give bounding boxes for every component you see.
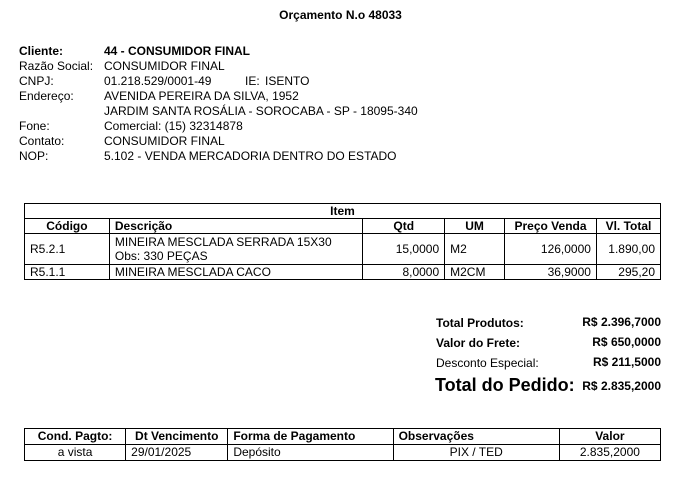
nop-label: NOP: (19, 149, 49, 163)
cell-codigo: R5.1.1 (25, 265, 110, 280)
header-valor: Valor (559, 429, 660, 445)
table-row (25, 265, 661, 280)
total-pedido-label: Total do Pedido: (435, 375, 575, 395)
header-um: UM (445, 219, 505, 234)
header-dt-vencimento: Dt Vencimento (126, 429, 228, 445)
desconto-label: Desconto Especial: (436, 356, 539, 370)
cell-total: 295,20 (596, 265, 660, 280)
header-observacoes: Observações (393, 429, 559, 445)
payment-header-row (25, 429, 661, 445)
header-descricao: Descrição (109, 219, 362, 234)
cnpj-value: 01.218.529/0001-49 (104, 74, 212, 88)
contato-value: CONSUMIDOR FINAL (104, 134, 225, 148)
header-qtd: Qtd (363, 219, 445, 234)
cell-um: M2CM (445, 265, 505, 280)
ie-label: IE: (245, 74, 260, 88)
cell-qtd: 15,0000 (363, 234, 445, 265)
fone-label: Fone: (19, 119, 50, 133)
header-preco: Preço Venda (505, 219, 597, 234)
header-forma-pagamento: Forma de Pagamento (228, 429, 393, 445)
document-title: Orçamento N.o 48033 (279, 8, 402, 22)
cell-observacoes: PIX / TED (393, 445, 559, 461)
total-pedido-value: R$ 2.835,2000 (582, 379, 661, 393)
cell-dt-vencimento: 29/01/2025 (126, 445, 228, 461)
total-produtos-value: R$ 2.396,7000 (582, 315, 661, 329)
table-row (25, 445, 661, 461)
endereco-line1: AVENIDA PEREIRA DA SILVA, 1952 (104, 89, 299, 103)
fone-value: Comercial: (15) 32314878 (104, 119, 243, 133)
cell-cond-pagto: a vista (25, 445, 126, 461)
item-obs: Obs: 330 PEÇAS (114, 249, 208, 263)
cell-codigo: R5.2.1 (25, 234, 110, 265)
endereco-label: Endereço: (19, 89, 74, 103)
cell-preco: 126,0000 (505, 234, 597, 265)
total-produtos-label: Total Produtos: (436, 316, 524, 330)
contato-label: Contato: (19, 134, 65, 148)
items-header-row (25, 219, 661, 234)
table-row (25, 234, 661, 265)
cnpj-label: CNPJ: (19, 74, 54, 88)
cell-forma-pagamento: Depósito (228, 445, 393, 461)
items-table (24, 203, 661, 280)
cell-preco: 36,9000 (505, 265, 597, 280)
cliente-value: 44 - CONSUMIDOR FINAL (104, 44, 251, 58)
header-cond-pagto: Cond. Pagto: (25, 429, 126, 445)
item-description: MINEIRA MESCLADA SERRADA 15X30 (114, 235, 332, 249)
cell-valor: 2.835,2000 (559, 445, 660, 461)
items-caption: Item (25, 204, 661, 219)
razao-social-value: CONSUMIDOR FINAL (104, 59, 225, 73)
header-codigo: Código (25, 219, 110, 234)
razao-social-label: Razão Social: (19, 59, 94, 73)
payment-table (24, 428, 661, 461)
cell-um: M2 (445, 234, 505, 265)
cell-total: 1.890,00 (596, 234, 660, 265)
cell-qtd: 8,0000 (363, 265, 445, 280)
cell-descricao (109, 234, 362, 265)
ie-value: ISENTO (265, 74, 310, 88)
cell-descricao: MINEIRA MESCLADA CACO (109, 265, 362, 280)
header-total: Vl. Total (596, 219, 660, 234)
endereco-line2: JARDIM SANTA ROSÁLIA - SOROCABA - SP - 18095-340 (104, 104, 418, 118)
nop-value: 5.102 - VENDA MERCADORIA DENTRO DO ESTADO (104, 149, 397, 163)
valor-frete-value: R$ 650,0000 (592, 335, 661, 349)
valor-frete-label: Valor do Frete: (436, 336, 521, 350)
desconto-value: R$ 211,5000 (592, 355, 661, 369)
cliente-label: Cliente: (19, 44, 64, 58)
